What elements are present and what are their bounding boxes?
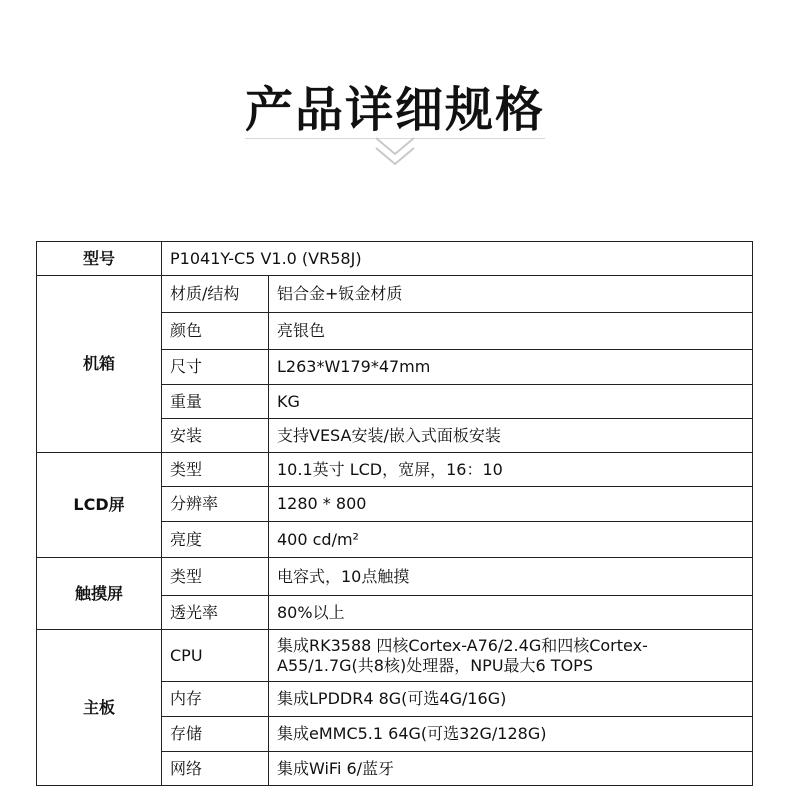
table-row: [37, 276, 753, 313]
row-label: 类型: [162, 558, 269, 596]
row-label: 尺寸: [162, 350, 269, 385]
row-value: 集成eMMC5.1 64G(可选32G/128G): [269, 717, 753, 752]
row-label: 内存: [162, 682, 269, 717]
row-value: 电容式，10点触摸: [269, 558, 753, 596]
row-value: 集成WiFi 6/蓝牙: [269, 752, 753, 786]
table-row: [37, 558, 753, 596]
row-label: 存储: [162, 717, 269, 752]
row-label: 亮度: [162, 522, 269, 558]
row-value: 铝合金+钣金材质: [269, 276, 753, 313]
row-label: 分辨率: [162, 487, 269, 522]
row-value: 集成RK3588 四核Cortex-A76/2.4G和四核Cortex-A55/1.7G(共8核)处理器，NPU最大6 TOPS: [269, 630, 753, 682]
model-value: P1041Y-C5 V1.0 (VR58J): [162, 242, 753, 276]
double-chevron-down-icon: [372, 134, 418, 170]
row-value: 集成LPDDR4 8G(可选4G/16G): [269, 682, 753, 717]
row-label: 透光率: [162, 596, 269, 630]
spec-table: [36, 241, 753, 786]
page-title: 产品详细规格: [244, 82, 545, 138]
group-touchscreen: 触摸屏: [37, 558, 162, 630]
row-value: 10.1英寸 LCD，宽屏，16：10: [269, 453, 753, 487]
model-label: 型号: [37, 242, 162, 276]
row-value: 80%以上: [269, 596, 753, 630]
row-label: 网络: [162, 752, 269, 786]
row-value: 400 cd/m²: [269, 522, 753, 558]
row-value: 支持VESA安装/嵌入式面板安装: [269, 419, 753, 453]
row-label: CPU: [162, 630, 269, 682]
row-label: 类型: [162, 453, 269, 487]
row-label: 重量: [162, 385, 269, 419]
group-mainboard: 主板: [37, 630, 162, 786]
table-row: [37, 630, 753, 682]
table-row: [37, 242, 753, 276]
group-lcd: LCD屏: [37, 453, 162, 558]
row-label: 颜色: [162, 313, 269, 350]
row-value: 1280 * 800: [269, 487, 753, 522]
row-value: KG: [269, 385, 753, 419]
table-row: [37, 453, 753, 487]
row-label: 安装: [162, 419, 269, 453]
group-chassis: 机箱: [37, 276, 162, 453]
row-value: 亮银色: [269, 313, 753, 350]
row-label: 材质/结构: [162, 276, 269, 313]
row-value: L263*W179*47mm: [269, 350, 753, 385]
